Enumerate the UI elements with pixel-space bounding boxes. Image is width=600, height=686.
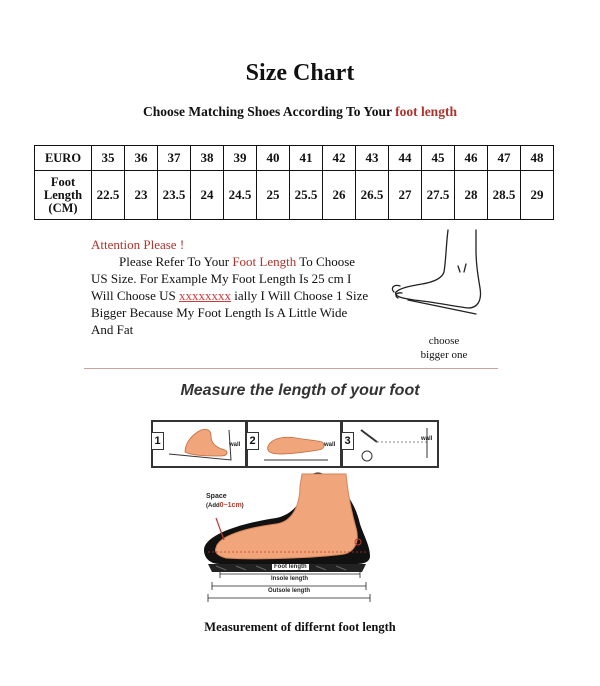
step-number: 2 — [246, 432, 259, 450]
euro-cell: 38 — [191, 146, 224, 171]
wall-label: wall — [324, 442, 336, 448]
euro-cell: 44 — [389, 146, 422, 171]
euro-cell: 43 — [356, 146, 389, 171]
length-header — [35, 171, 92, 220]
attention-line-3 — [91, 287, 401, 304]
attention-text: Please Refer To Your — [119, 254, 230, 269]
length-cell: 27.5 — [422, 171, 455, 220]
length-cell: 28.5 — [488, 171, 521, 220]
step-panel-1 — [151, 420, 247, 468]
euro-cell: 47 — [488, 146, 521, 171]
attention-note — [91, 236, 401, 338]
euro-row — [35, 146, 554, 171]
attention-line-5: And Fat — [91, 322, 134, 337]
length-header-line: (CM) — [48, 200, 78, 215]
euro-cell: 42 — [323, 146, 356, 171]
outsole-length-label: Outsole length — [268, 588, 310, 594]
length-cell: 23 — [125, 171, 158, 220]
length-cell: 25 — [257, 171, 290, 220]
length-cell: 29 — [521, 171, 554, 220]
attention-text: Will Choose US — [91, 288, 176, 303]
length-header-line: Length — [43, 187, 83, 202]
euro-cell: 37 — [158, 146, 191, 171]
length-cell: 26 — [323, 171, 356, 220]
step-panel-3 — [341, 420, 439, 468]
space-add-value: 0~1cm — [219, 502, 242, 509]
euro-cell: 40 — [257, 146, 290, 171]
attention-line-1 — [91, 253, 401, 270]
euro-cell: 48 — [521, 146, 554, 171]
length-cell: 22.5 — [92, 171, 125, 220]
length-row — [35, 171, 554, 220]
length-cell: 26.5 — [356, 171, 389, 220]
diagram-caption: Measurement of differnt foot length — [204, 620, 396, 634]
space-add-suffix: ) — [241, 503, 244, 509]
subtitle-highlight: foot length — [395, 104, 457, 119]
attention-heading: Attention Please ! — [91, 237, 185, 252]
choose-line: bigger one — [420, 349, 468, 361]
foot-length-label: Foot length — [274, 564, 307, 570]
size-table — [34, 145, 554, 220]
insole-length-label: Insole length — [271, 576, 309, 582]
attention-highlight: Foot Length — [232, 254, 297, 269]
measure-heading: Measure the length of your foot — [180, 382, 420, 399]
attention-line-2: US Size. For Example My Foot Length Is 25 cm I — [91, 271, 352, 286]
step-panel-2 — [246, 420, 342, 468]
euro-cell: 45 — [422, 146, 455, 171]
ruler-measure-icon — [357, 424, 433, 464]
foot-sketch-icon — [380, 226, 510, 334]
space-add-label — [206, 502, 244, 509]
wall-label: wall — [229, 442, 241, 448]
choose-note — [405, 334, 483, 362]
page-title: Size Chart — [245, 60, 355, 86]
attention-text: To Choose — [299, 254, 356, 269]
euro-cell: 39 — [224, 146, 257, 171]
subtitle — [0, 104, 600, 120]
length-cell: 24.5 — [224, 171, 257, 220]
euro-cell: 35 — [92, 146, 125, 171]
wall-label: wall — [421, 436, 433, 442]
attention-line-4: Bigger Because My Foot Length Is A Little Wide — [91, 305, 348, 320]
length-cell: 24 — [191, 171, 224, 220]
euro-cell: 41 — [290, 146, 323, 171]
step-number: 3 — [341, 432, 354, 450]
euro-header: EURO — [35, 146, 92, 171]
euro-cell: 46 — [455, 146, 488, 171]
length-cell: 25.5 — [290, 171, 323, 220]
length-cell: 27 — [389, 171, 422, 220]
step-number: 1 — [151, 432, 164, 450]
space-add-prefix: (Add — [206, 503, 220, 509]
length-cell: 23.5 — [158, 171, 191, 220]
euro-cell: 36 — [125, 146, 158, 171]
space-label: Space — [206, 493, 227, 500]
choose-line: choose — [428, 335, 460, 347]
subtitle-prefix: Choose Matching Shoes According To Your — [143, 104, 392, 119]
length-cell: 28 — [455, 171, 488, 220]
attention-text: ially I Will Choose 1 Size — [234, 288, 369, 303]
attention-placeholder: xxxxxxxx — [178, 288, 231, 303]
section-divider — [84, 368, 498, 369]
length-header-line: Foot — [50, 174, 76, 189]
